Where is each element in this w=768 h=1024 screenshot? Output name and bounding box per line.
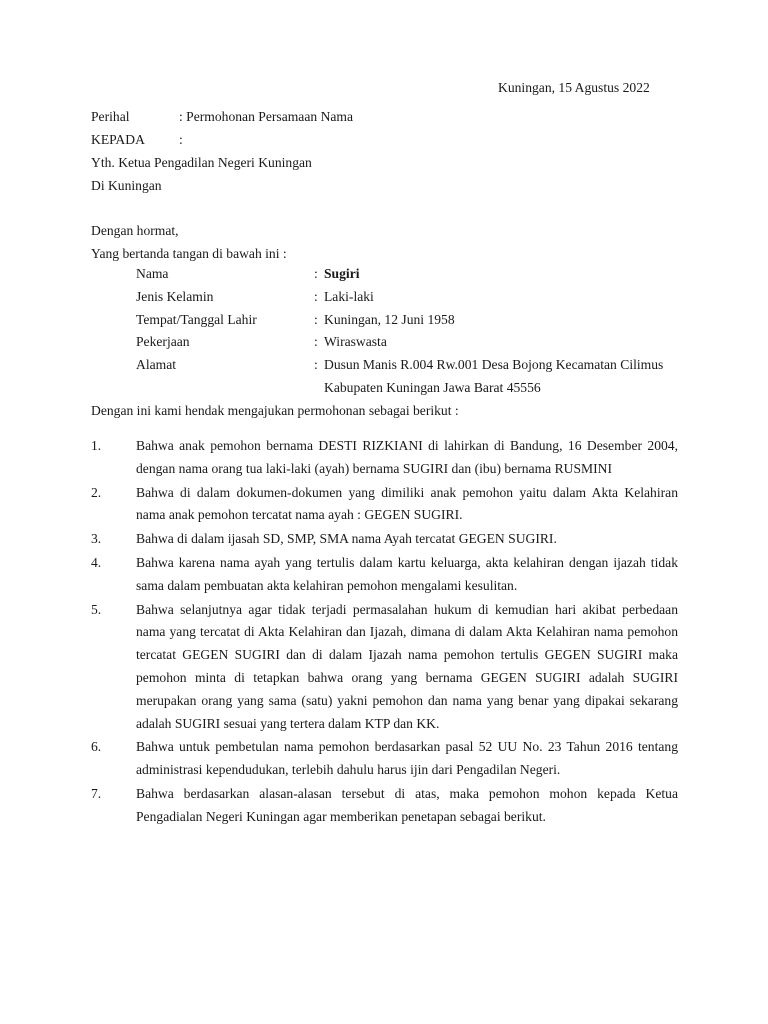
item-text: Bahwa selanjutnya agar tidak terjadi permasalahan hukum di kemudian hari akibat perbedaan nama yang tercatat di Akta Kelahiran dan Ijazah, dimana di dalam Akta Kelahiran nama pemohon tercatat GEGEN SUGIRI dan di dalam Ijazah nama pemohon tertulis GEGEN SUGIRI maka pemohon minta di tetapkan bahwa orang yang bernama GEGEN SUGIRI adalah SUGIRI merupakan orang yang sama (satu) yakni pemohon dan nama yang benar yang dipakai sekarang adalah SUGIRI sesuai yang tertera dalam KTP dan KK. xyxy=(136,601,678,731)
place-date: Kuningan, 15 Agustus 2022 xyxy=(498,80,650,95)
identity-label: Jenis Kelamin xyxy=(136,288,214,304)
list-item xyxy=(91,482,678,528)
list-item xyxy=(91,783,678,829)
identity-value: Dusun Manis R.004 Rw.001 Desa Bojong Kecamatan Cilimus Kabupaten Kuningan Jawa Barat 45556 xyxy=(324,357,664,395)
list-item xyxy=(91,599,678,736)
subject-value: : Permohonan Persamaan Nama xyxy=(179,109,354,124)
item-number: 4. xyxy=(91,554,102,570)
item-text: Bahwa berdasarkan alasan-alasan tersebut di atas, maka pemohon mohon kepada Ketua Pengadialan Negeri Kuningan agar memberikan penetapan sebagai berikut. xyxy=(136,785,678,824)
identity-colon: : xyxy=(314,357,318,373)
identity-label: Alamat xyxy=(136,357,177,373)
request-intro: Dengan ini kami hendak mengajukan permohonan sebagai berikut : xyxy=(91,403,459,418)
item-number: 2. xyxy=(91,484,102,500)
list-item xyxy=(91,552,678,598)
identity-value: Kuningan, 12 Juni 1958 xyxy=(324,311,455,327)
addressee-label: KEPADA xyxy=(91,132,145,147)
list-item xyxy=(91,736,678,782)
list-item xyxy=(91,528,678,551)
identity-row xyxy=(136,354,696,400)
subject-row xyxy=(91,106,691,129)
identity-table xyxy=(136,263,696,400)
identity-value: Laki-laki xyxy=(324,288,374,304)
identity-row xyxy=(136,263,696,286)
item-text: Bahwa di dalam dokumen-dokumen yang dimiliki anak pemohon yaitu dalam Akta Kelahiran nama anak pemohon tercatat nama ayah : GEGEN SUGIRI. xyxy=(136,484,678,523)
greeting: Dengan hormat, xyxy=(91,223,179,238)
item-number: 6. xyxy=(91,739,102,755)
identity-label: Tempat/Tanggal Lahir xyxy=(136,311,257,327)
identity-row xyxy=(136,331,696,354)
identity-colon: : xyxy=(314,334,318,350)
addressee-colon: : xyxy=(179,132,183,147)
recipient-location: Di Kuningan xyxy=(91,178,162,193)
subject-label: Perihal xyxy=(91,109,130,124)
list-item xyxy=(91,435,678,481)
item-text: Bahwa di dalam ijasah SD, SMP, SMA nama Ayah tercatat GEGEN SUGIRI. xyxy=(136,531,557,547)
item-text: Bahwa untuk pembetulan nama pemohon berdasarkan pasal 52 UU No. 23 Tahun 2016 tentang administrasi kependudukan, terlebih dahulu harus ijin dari Pengadilan Negeri. xyxy=(136,739,678,778)
identity-colon: : xyxy=(314,266,318,281)
identity-value: Wiraswasta xyxy=(324,334,387,350)
item-number: 7. xyxy=(91,785,102,801)
letter-header xyxy=(91,106,691,198)
item-text: Bahwa karena nama ayah yang tertulis dalam kartu keluarga, akta kelahiran dengan ijazah tidak sama dalam pembuatan akta kelahiran pemohon mengalami kesulitan. xyxy=(136,554,678,593)
recipient: Yth. Ketua Pengadilan Negeri Kuningan xyxy=(91,155,312,170)
signatory-intro: Yang bertanda tangan di bawah ini : xyxy=(91,245,287,261)
request-list xyxy=(91,435,678,830)
item-number: 3. xyxy=(91,531,102,547)
identity-label: Pekerjaan xyxy=(136,334,190,350)
identity-row xyxy=(136,309,696,332)
identity-colon: : xyxy=(314,288,318,304)
identity-colon: : xyxy=(314,311,318,327)
item-text: Bahwa anak pemohon bernama DESTI RIZKIANI di lahirkan di Bandung, 16 Desember 2004, dengan nama orang tua laki-laki (ayah) bernama SUGIRI dan (ibu) bernama RUSMINI xyxy=(136,438,678,476)
addressee-row xyxy=(91,129,691,152)
identity-value: Sugiri xyxy=(324,266,360,281)
identity-label: Nama xyxy=(136,266,169,281)
identity-row xyxy=(136,286,696,309)
item-number: 1. xyxy=(91,438,102,453)
salutation-block xyxy=(91,220,287,266)
item-number: 5. xyxy=(91,601,102,617)
